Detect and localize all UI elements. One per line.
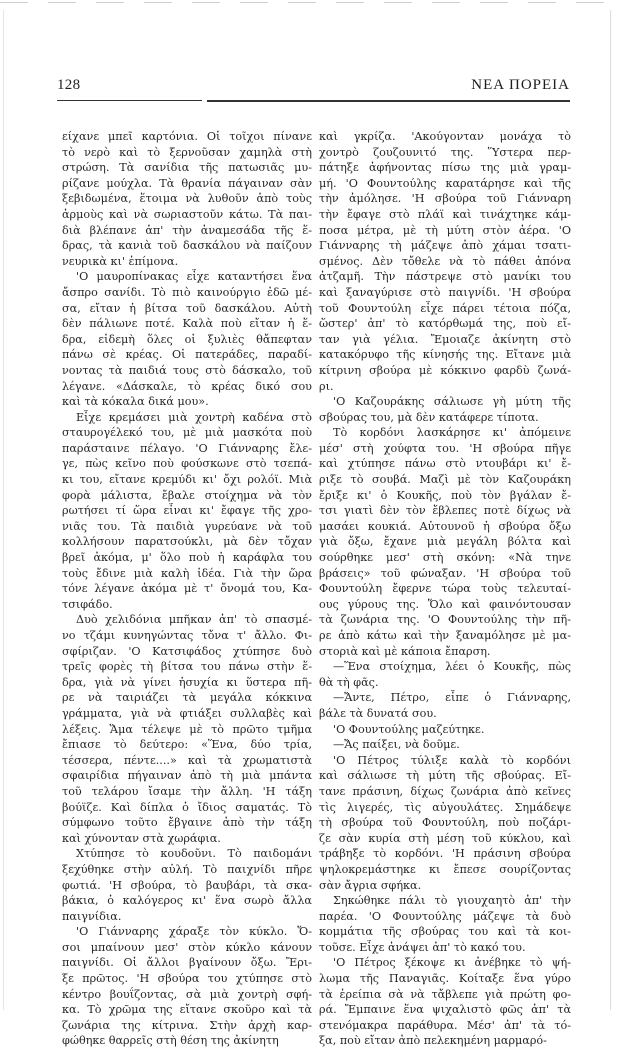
- text-line: φορὰ μάλιστα, ἔβαλε στοίχημα νὰ τὸν: [62, 488, 312, 502]
- text-line: καὶ ξαναγύρισε στὸ παιγνίδι. 'Η σβούρα: [319, 285, 571, 299]
- text-line: βούϊζε. Καὶ δίπλα ὁ ἴδιος σαματάς. Τὸ: [62, 800, 312, 814]
- header-rule: [57, 100, 570, 102]
- text-line: κατακόρυφο τῆς κίνησής της. Εἴτανε μιὰ: [319, 348, 571, 362]
- text-line: 'Ο Πέτρος τύλιξε καλὰ τὸ κορδόνι: [333, 753, 571, 767]
- text-line: —Ἄς παίξει, νὰ δοῦμε.: [333, 738, 460, 752]
- text-line: τρεῖς φορὲς τὴ βίτσα του πάνω στὴν ἕ-: [62, 660, 312, 674]
- text-line: ξε πρῶτος. 'Η σβούρα του χτύπησε στὸ: [62, 972, 312, 986]
- text-line: είχανε μπεῖ καρτόνια. Οἱ τοῖχοι πίνανε: [62, 130, 312, 143]
- paragraph: [62, 846, 312, 924]
- header-rule-segment: [207, 100, 570, 102]
- paragraph: [319, 129, 571, 394]
- text-line: ψηλοκρεμάστηκε κι ἔπεσε σουρίζοντας: [319, 862, 571, 876]
- text-line: σφίριζαν. 'Ο Κατσιφάδος χτύπησε δυὸ: [62, 644, 312, 658]
- text-line: ποσα μέτρα, μὲ τὴ μύτη στὸν ἀέρα. 'Ο: [319, 223, 571, 237]
- text-line: 'Ο Φουντούλης μαζεύτηκε.: [333, 722, 485, 736]
- text-line: Σηκώθηκε πάλι τὸ γιουχαητὸ ἀπ' τὴν: [333, 894, 571, 908]
- text-line: ζε σὰν κυρία στὴ μέση τοῦ κύκλου, καὶ: [319, 831, 571, 845]
- text-line: λέγανε. «Δάσκαλε, τὸ κρέας δικό σου: [62, 379, 312, 393]
- paragraph: [62, 612, 312, 846]
- paragraph: [62, 129, 312, 269]
- left-column: [62, 129, 312, 1049]
- text-line: νιᾶς του. Τὰ παιδιὰ γυρεύανε νὰ τοῦ: [62, 519, 312, 533]
- text-line: βάκια, ὁ καλόγερος κι' ἕνα σωρὸ ἄλλα: [62, 894, 312, 908]
- text-line: σούρθηκε μεσ' στὴ σκόνη: «Νὰ τηνε: [319, 551, 571, 565]
- text-line: πάνω σὲ κρέας. Οἱ πατεράδες, παραδί-: [62, 348, 312, 362]
- page-right-edge: [610, 10, 611, 1010]
- text-line: τὴ σβούρα τοῦ Φουντούλη, ποὺ ποζάρι-: [319, 816, 571, 830]
- text-line: δὲν πάλιωνε ποτέ. Καλὰ ποὺ εἴταν ἡ ἕ-: [62, 317, 312, 331]
- text-line: τοὺς ἔδινε μιὰ καλὴ ἰδέα. Γιὰ τὴν ὥρα: [62, 566, 312, 580]
- text-line: φώθηκε θαρρεῖς στὴ θέση της ἀκίνητη: [62, 1034, 279, 1048]
- text-line: σταυρογέλεκό του, μὲ μιὰ μασκότα ποὺ: [62, 426, 312, 440]
- text-line: ἀτζαμῆ. Τὴν πάστρεψε στὸ μανίκι του: [319, 270, 571, 284]
- text-line: κι του, εἴτανε κρεμύδι κι' ὄχι ρολόϊ. Μιὰ: [62, 473, 312, 487]
- text-line: στενόμακρα παράθυρα. Μέσ' ἀπ' τὰ τό-: [319, 1018, 571, 1032]
- text-line: τοῦ Φουντούλη εἶχε πάρει τέτοια πόζα,: [319, 301, 571, 315]
- text-line: στρώση. Τὰ σανίδια τῆς πατωσιᾶς μυ-: [62, 161, 312, 175]
- text-line: ὥστερ' ἀπ' τὸ κατόρθωμά της, ποὺ εἴ-: [319, 317, 571, 331]
- paragraph: [319, 659, 571, 690]
- text-line: τοῦσε. Εἶχε ἀνάψει ἀπ' τὸ κακό του.: [319, 940, 526, 954]
- text-line: Χτύπησε τὸ κουδοῦνι. Τὸ παιδομάνι: [76, 847, 312, 861]
- text-line: ρά. Ἔμπαινε ἕνα ψιχαλιστὸ φῶς ἀπ' τὰ: [319, 1003, 571, 1017]
- text-line: τοῦ τελάρου ἴσαμε τὴν ἄλλη. 'Η τάξη: [62, 784, 312, 798]
- text-line: σὰν ἄγρια σφήκα.: [319, 878, 422, 892]
- text-line: λέξεις. Ἅμα τέλεψε μὲ τὸ πρῶτο τμῆμα: [62, 722, 312, 736]
- text-line: νευρικὰ κι' ἐπίμονα.: [62, 254, 179, 268]
- page-left-edge: [3, 10, 4, 1010]
- text-line: ξεχύθηκε στὴν αὐλή. Τὸ παιχνίδι πῆρε: [62, 862, 312, 876]
- paragraph: [319, 893, 571, 955]
- text-line: Φουντούλη ἔφερνε τώρα τοὺς τελευταί-: [319, 582, 571, 596]
- text-line: ρίζανε μούχλα. Τὰ θρανία πάγαιναν σὰν: [62, 176, 312, 190]
- text-line: τανε πράσινη, δίχως ζωνάρια ἀπὸ κεῖνες: [319, 784, 571, 798]
- text-line: κομμάτια τῆς σβούρας του καὶ τὰ κοι-: [319, 925, 571, 939]
- text-line: παιγνίδι. Οἱ ἄλλοι βγαίνουν ὄξω. Ἔρι-: [62, 956, 312, 970]
- text-line: δρα, γιὰ νὰ γίνει ἡσυχία κι ὕστερα πῆ-: [62, 675, 312, 689]
- header-rule-segment: [57, 100, 202, 101]
- text-line: λωμα τῆς Παναγιᾶς. Κοίταξε ἕνα γύρο: [319, 972, 571, 986]
- paragraph: [319, 753, 571, 893]
- text-line: σοι μπαίνουν μεσ' στὸν κύκλο κάνουν: [62, 940, 312, 954]
- journal-title: ΝΕΑ ΠΟΡΕΙΑ: [471, 77, 570, 93]
- paragraph: [62, 410, 312, 613]
- text-line: κα. Τὸ χρῶμα της εἴτανε σκοῦρο καὶ τὰ: [62, 1003, 312, 1017]
- text-line: στοριὰ καὶ μὲ κάποια ἔπαρση.: [319, 644, 491, 658]
- text-line: τὰ ζωνάρια της. 'Ο Φουντούλης τὴν πῆ-: [319, 613, 571, 627]
- text-line: τὴν ἀμόλησε. 'Η σβούρα τοῦ Γιάνναρη: [319, 192, 571, 206]
- text-line: νοντας τὰ παιδιά τους στὸ δάσκαλο, τοῦ: [62, 363, 312, 377]
- text-line: σφαιρίδια πήγαιναν ἀπὸ τὴ μιὰ μπάντα: [62, 769, 312, 783]
- right-column: [319, 129, 571, 1049]
- text-line: Δυὸ χελιδόνια μπῆκαν ἀπ' τὸ σπασμέ-: [76, 613, 312, 627]
- text-line: 'Ο Γιάνναρης χάραξε τὸν κύκλο. Ὅ-: [76, 925, 312, 939]
- text-line: ζωνάρια της κίτρινα. Στὴν ἀρχὴ καρ-: [62, 1018, 312, 1032]
- text-line: —Ἄντε, Πέτρο, εἶπε ὁ Γιάνναρης,: [333, 691, 571, 705]
- text-line: ρι.: [319, 379, 334, 393]
- paragraph: [319, 690, 571, 721]
- text-line: ξα, ποὺ εἴταν ἀπὸ πελεκημένη μαρμαρό-: [319, 1034, 547, 1048]
- text-line: τὶς λιγερές, τὶς αὐγουλάτες. Σημάδεψε: [319, 800, 571, 814]
- text-line: 'Ο Πέτρος ξέκοψε κι ἀνέβηκε τὸ ψή-: [333, 956, 571, 970]
- text-line: κέντρο βουΐζοντας, σὰ μιὰ χοντρὴ σφή-: [62, 987, 312, 1001]
- text-line: τὸ νερὸ καὶ τὸ ξερνοῦσαν χαμηλὰ στὴ: [62, 145, 312, 159]
- text-line: τὰ ἐρείπια σὰ νὰ τἄβλεπε γιὰ πρώτη φο-: [319, 987, 571, 1001]
- page-number: 128: [57, 77, 81, 93]
- text-line: βάλε τὰ δυνατά σου.: [319, 706, 437, 720]
- paragraph: [319, 737, 571, 753]
- text-line: 'Ο μαυροπίνακας εἶχε καταντήσει ἕνα: [76, 270, 312, 284]
- text-line: τσιφάδο.: [62, 597, 113, 611]
- text-line: ἔριξε κι' ὁ Κουκῆς, ποὺ τὸν βγάλαν ἔ-: [319, 488, 571, 502]
- text-line: κολλήσουν παρατσούκλι, μὰ δὲν τὄχαν: [62, 535, 312, 549]
- text-line: σα, εἴταν ἡ βίτσα τοῦ δασκάλου. Αὐτὴ: [62, 301, 312, 315]
- text-line: καὶ γκρίζα. 'Ακούγονταν μονάχα τὸ: [319, 130, 571, 143]
- text-line: παρέα. 'Ο Φουντούλης μάζεψε τὰ δυὸ: [319, 909, 571, 923]
- text-line: 'Ο Καζουράκης σάλιωσε γὴ μύτη τῆς: [333, 395, 571, 409]
- text-line: κίτρινη σβούρα μὲ κόκκινο φαρδὺ ζωνά-: [319, 363, 571, 377]
- text-line: δρας, τὰ κανιὰ τοῦ δασκάλου νὰ παίζουν: [62, 239, 312, 253]
- text-line: τόνε λέγανε ἀκόμα μὲ τ' ὄνομά του, Κα-: [62, 582, 312, 596]
- text-line: παράσταινε πέλαγο. 'Ο Γιάνναρης ἔλε-: [62, 441, 312, 455]
- text-line: τέσσερα, πέντε....» καὶ τὰ χρωματιστὰ: [62, 753, 312, 767]
- running-head: [57, 77, 570, 97]
- text-line: ἄσπρο σανίδι. Τὸ πιὸ καινούργιο ἐδῶ μέ-: [62, 285, 312, 299]
- text-line: καὶ τὰ κόκαλα δικά μου».: [62, 395, 209, 409]
- text-line: ἁρμοὺς καὶ νὰ σωριαστοῦν κάτω. Τὰ παι-: [62, 207, 312, 221]
- text-line: ἔπιασε τὸ δεύτερο: «Ἕνα, δύο τρία,: [62, 738, 312, 752]
- text-line: ρωτήσει τί ὥρα εἶναι κι' ἔφαγε τῆς χρο-: [62, 504, 312, 518]
- text-line: φωτιά. 'Η σβούρα, τὸ βαυβάρι, τὰ σκα-: [62, 878, 312, 892]
- text-line: Τὸ κορδόνι λασκάρησε κι' ἀπόμεινε: [333, 426, 571, 440]
- paragraph: [319, 394, 571, 425]
- page-top-edge: [0, 2, 617, 3]
- paragraph: [319, 722, 571, 738]
- text-line: γιὰ ὄξω, ἔχανε μιὰ μεγάλη βόλτα καὶ: [319, 535, 571, 549]
- paragraph: [62, 269, 312, 409]
- text-line: τσι γιατὶ δὲν τὸν ἔβλεπες ποτὲ δίχως νὰ: [319, 504, 571, 518]
- text-line: σβούρας του, μὰ δὲν κατάφερε τίποτα.: [319, 410, 539, 424]
- text-line: τράβηξε τὸ κορδόνι. 'Η πράσινη σβούρα: [319, 847, 571, 861]
- text-line: καὶ χτύπησε πάνω στὸ ντουβάρι κι' ἔ-: [319, 457, 571, 471]
- text-line: νο τζάμι κυνηγώντας τὄνα τ' ἄλλο. Φι-: [62, 629, 312, 642]
- text-line: θὰ τὴ φᾶς.: [319, 675, 379, 689]
- text-line: δρα, εἰδεμὴ ὅλες οἱ ξυλιὲς θἄπεφταν: [62, 332, 312, 346]
- paragraph: [319, 425, 571, 659]
- text-line: παιγνίδια.: [62, 909, 122, 923]
- text-line: μασάει κουκιά. Αὐτουνοῦ ἡ σβούρα ὄξω: [319, 519, 571, 533]
- text-line: τὴν ἔφαγε στὸ πλάϊ καὶ τινάχτηκε κάμ-: [319, 207, 571, 221]
- text-line: γράμματα, γιὰ νὰ φτιάξει συλλαβὲς καὶ: [62, 706, 312, 720]
- text-line: ριξε τὸ σουβά. Μαζὶ μὲ τὸν Καζουράκη: [319, 473, 571, 487]
- text-line: ξεβιδωμένα, ἕτοιμα νὰ λυθοῦν ἀπὸ τοὺς: [62, 192, 312, 206]
- text-line: ους γύρους της. Ὅλο καὶ φαινόντουσαν: [319, 597, 571, 611]
- text-line: καὶ χύνονταν στὰ χωράφια.: [62, 831, 221, 845]
- text-line: Γιάνναρης τὴ μάζεψε ἀπὸ χάμαι τσατι-: [319, 239, 571, 253]
- text-line: ταν γιὰ γέλια. Ἔμοιαζε ἀκίνητη στὸ: [319, 332, 571, 346]
- paragraph: [319, 955, 571, 1049]
- text-line: ρε ἀπὸ κάτω καὶ τὴν ξαναμόλησε μὲ μα-: [319, 629, 571, 642]
- text-line: βρεῖ ἀκόμα, μ' ὅλο ποὺ ἡ καράφλα του: [62, 551, 312, 565]
- text-line: ρε νὰ ταιριάζει τὰ μεγάλα κόκκινα: [62, 691, 312, 705]
- text-line: πάτηξε ἀφήνοντας πίσω της μιὰ γραμ-: [319, 161, 571, 175]
- text-line: χοντρὸ ζουζουνιτό της. Ὕστερα περ-: [319, 145, 571, 159]
- text-line: γε, πὼς κεῖνο ποὺ φούσκωνε στὸ τσεπά-: [62, 457, 312, 471]
- text-line: σμένος. Δὲν τὄθελε νὰ τὸ πάθει ἀπόνα: [319, 254, 571, 268]
- text-line: μή. 'Ο Φουντούλης καρατάρησε καὶ τῆς: [319, 176, 571, 190]
- text-line: Εἶχε κρεμάσει μιὰ χοντρὴ καδένα στὸ: [76, 410, 312, 424]
- text-line: βράσεις» τοῦ φώναξαν. 'Η σβούρα τοῦ: [319, 566, 571, 580]
- text-line: σύμφωνο τοῦτο ἔβγαινε ἀπὸ τὴν τάξη: [62, 816, 312, 830]
- paragraph: [62, 924, 312, 1049]
- text-line: μέσ' στὴ χούφτα του. 'Η σβούρα πῆγε: [319, 441, 571, 455]
- text-line: διὰ βλέπανε ἀπ' τὴν ἀναμεσάδα τῆς ἕ-: [62, 223, 312, 237]
- text-line: καὶ σάλιωσε τὴ μύτη τῆς σβούρας. Εἴ-: [319, 769, 571, 783]
- text-line: —Ἕνα στοίχημα, λέει ὁ Κουκῆς, πὼς: [333, 660, 571, 674]
